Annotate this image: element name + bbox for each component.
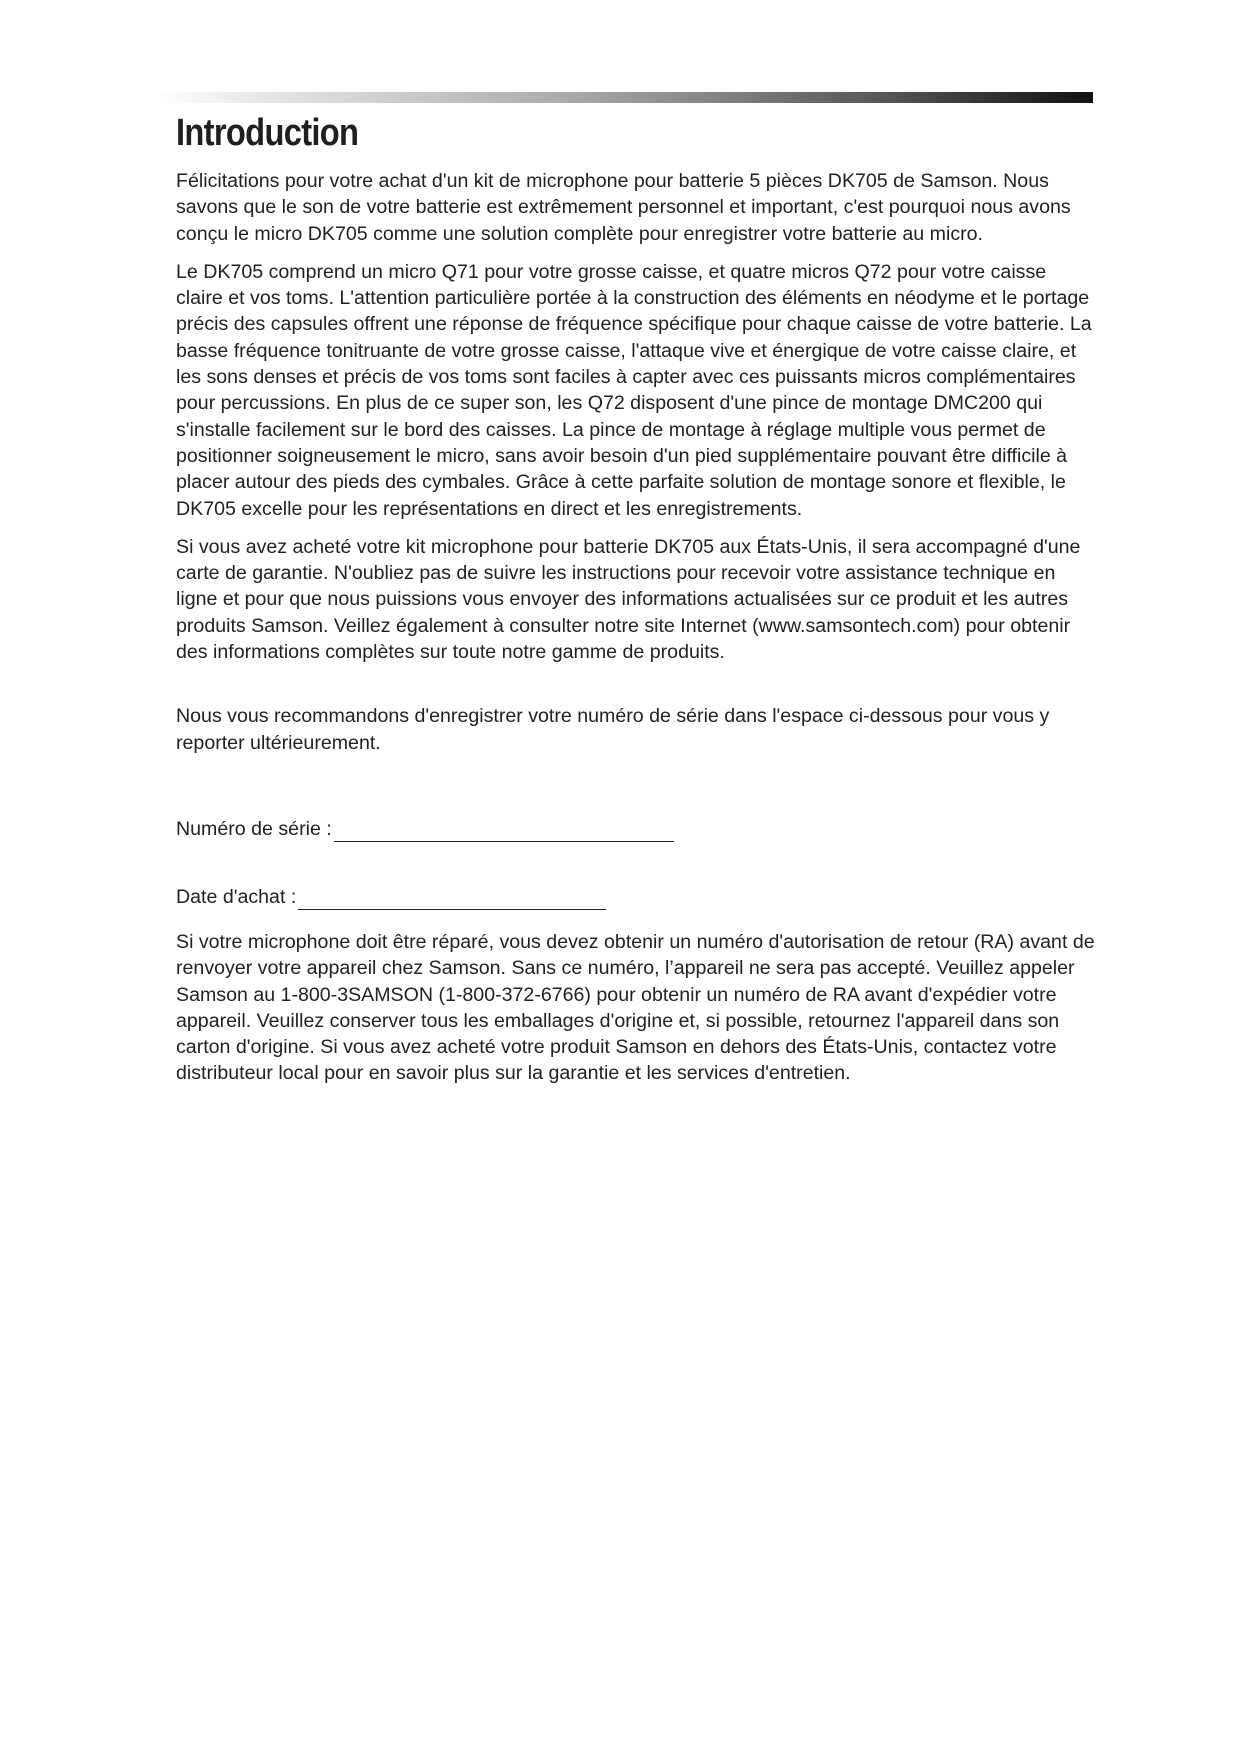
serial-number-label: Numéro de série : — [176, 817, 332, 840]
paragraph-warranty-card: Si vous avez acheté votre kit microphone pour batterie DK705 aux États-Unis, il sera accompagné d'une carte de garantie. N'oubliez pas de suivre les instructions pour recevoir votre assistance technique en ligne et pour que nous puissions vous envoyer des informations actualisées sur ce produit et les autres produits Samson. Veillez également à consulter notre site Internet (www.samsontech.com) pour obtenir des informations complètes sur toute notre gamme de produits. — [176, 535, 1081, 664]
purchase-date-label: Date d'achat : — [176, 885, 297, 908]
page-title: Introduction — [176, 112, 359, 154]
document-body — [176, 168, 1096, 1099]
serial-number-field — [176, 816, 1096, 842]
paragraph-serial-recommendation: Nous vous recommandons d'enregistrer votre numéro de série dans l'espace ci-dessous pour vous y reporter ultérieurement. — [176, 705, 1050, 754]
purchase-date-blank-line — [298, 887, 606, 910]
paragraph-return-authorization: Si votre microphone doit être réparé, vous devez obtenir un numéro d'autorisation de retour (RA) avant de renvoyer votre appareil chez Samson. Sans ce numéro, l’appareil ne sera pas accepté. Veuillez appeler Samson au 1-800-3SAMSON (1-800-372-6766) pour obtenir un numéro de RA avant d'expédier votre appareil. Veuillez conserver tous les emballages d'origine et, si possible, retournez l'appareil dans son carton d'origine. Si vous avez acheté votre produit Samson en dehors des États-Unis, contactez votre distributeur local pour en savoir plus sur la garantie et les services d'entretien. — [176, 930, 1095, 1085]
purchase-date-field — [176, 884, 1096, 910]
header-rule — [155, 92, 1093, 103]
paragraph-product-description: Le DK705 comprend un micro Q71 pour votre grosse caisse, et quatre micros Q72 pour votre caisse claire et vos toms. L'attention particulière portée à la construction des éléments en néodyme et le portage précis des capsules offrent une réponse de fréquence spécifique pour chaque caisse de votre batterie. La basse fréquence tonitruante de votre grosse caisse, l'attaque vive et énergique de votre caisse claire, et les sons denses et précis de vos toms sont faciles à capter avec ces puissants micros complémentaires pour percussions. En plus de ce super son, les Q72 disposent d'une pince de montage DMC200 qui s'installe facilement sur le bord des caisses. La pince de montage à réglage multiple vous permet de positionner soigneusement le micro, sans avoir besoin d'un pied supplémentaire pouvant être difficile à placer autour des pieds des cymbales. Grâce à cette parfaite solution de montage sonore et flexible, le DK705 excelle pour les représentations en direct et les enregistrements. — [176, 260, 1092, 520]
serial-number-blank-line — [334, 819, 674, 842]
paragraph-intro: Félicitations pour votre achat d'un kit de microphone pour batterie 5 pièces DK705 de Samson. Nous savons que le son de votre batterie est extrêmement personnel et important, c'est pourquoi nous avons conçu le micro DK705 comme une solution complète pour enregistrer votre batterie au micro. — [176, 170, 1071, 245]
